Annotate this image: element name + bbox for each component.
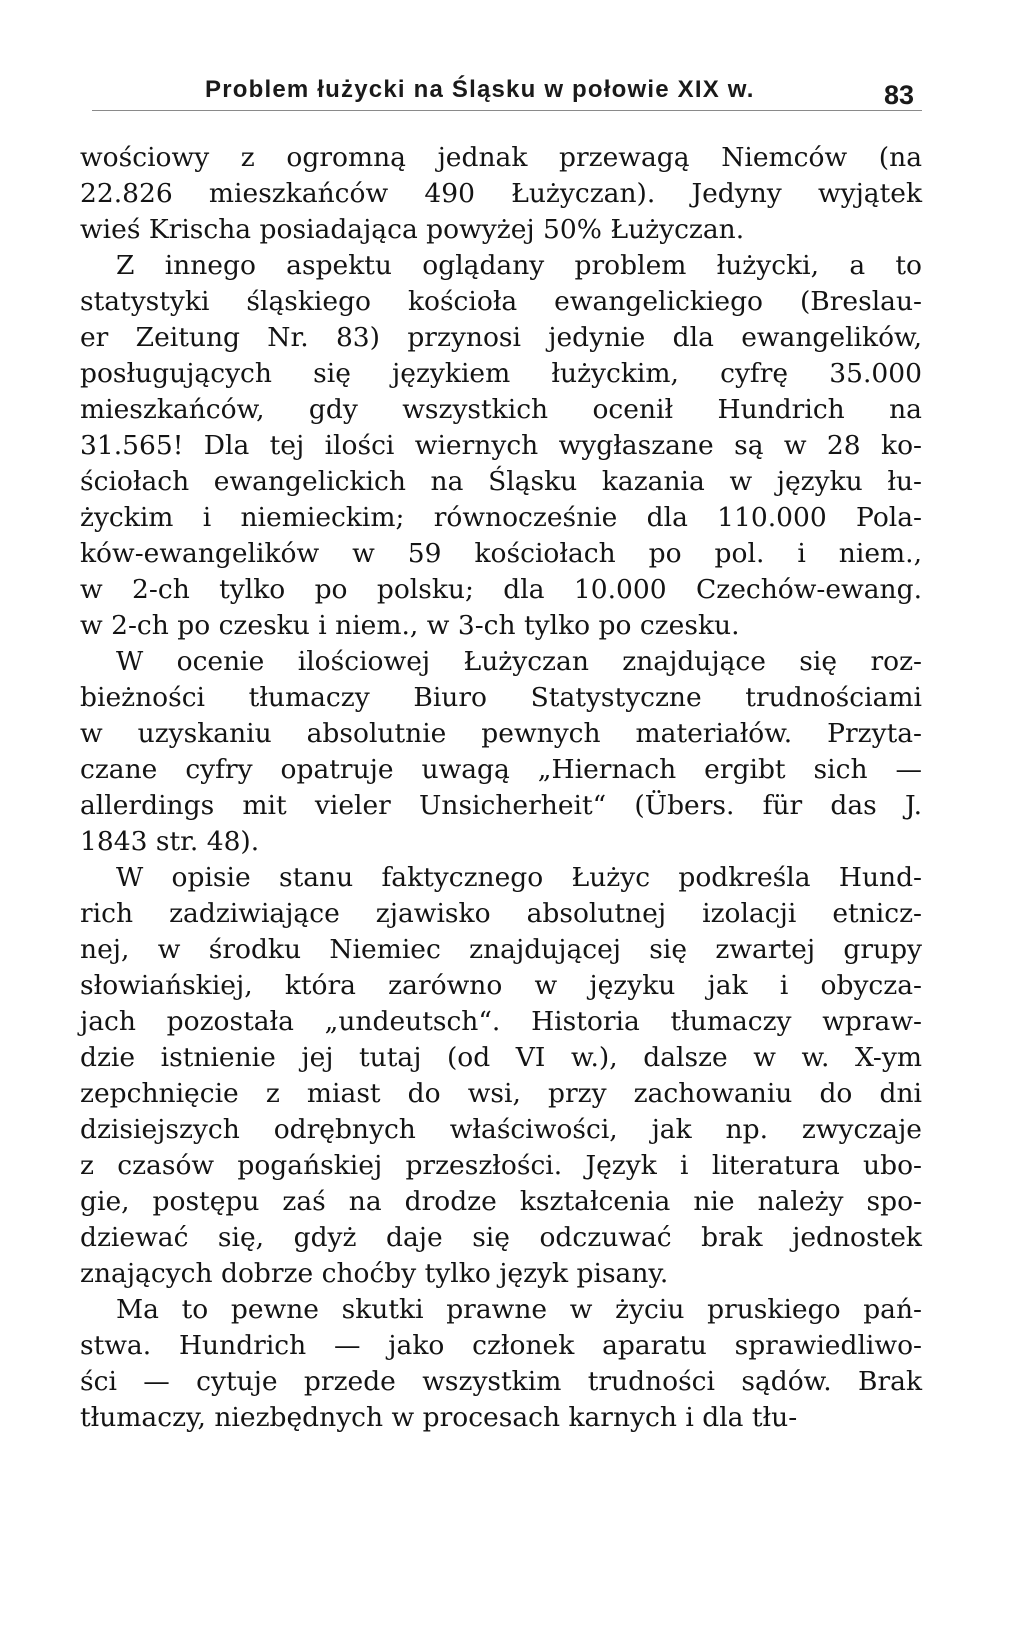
text-line: w 2-ch tylko po polsku; dla 10.000 Czechów-ewang. <box>80 574 922 605</box>
text-line: tłumaczy, niezbędnych w procesach karnych i dla tłu- <box>80 1402 798 1433</box>
text-line: dzie istnienie jej tutaj (od VI w.), dalsze w w. X-ym <box>80 1042 922 1073</box>
text-line: posługujących się językiem łużyckim, cyfrę 35.000 <box>80 358 922 389</box>
running-head: Problem łużycki na Śląsku w połowie XIX w. <box>205 76 755 103</box>
text-line: z czasów pogańskiej przeszłości. Język i literatura ubo- <box>80 1150 922 1181</box>
text-line: allerdings mit vieler Unsicherheit“ (Übers. für das J. <box>80 790 922 821</box>
text-line: 31.565! Dla tej ilości wiernych wygłaszane są w 28 ko- <box>80 430 922 461</box>
text-line: wieś Krischa posiadająca powyżej 50% Łużyczan. <box>80 214 745 245</box>
text-line: W ocenie ilościowej Łużyczan znajdujące się roz- <box>116 646 922 677</box>
text-line: nej, w środku Niemiec znajdującej się zwartej grupy <box>80 934 922 965</box>
text-line: er Zeitung Nr. 83) przynosi jedynie dla ewangelików, <box>80 322 922 353</box>
text-line: 1843 str. 48). <box>80 826 260 857</box>
text-line: statystyki śląskiego kościoła ewangelickiego (Breslau- <box>80 286 922 317</box>
body-text <box>80 140 922 1436</box>
text-line: bieżności tłumaczy Biuro Statystyczne trudnościami <box>80 682 922 713</box>
text-line: gie, postępu zaś na drodze kształcenia nie należy spo- <box>80 1186 922 1217</box>
text-line: w uzyskaniu absolutnie pewnych materiałów. Przyta- <box>80 718 922 749</box>
text-line: wościowy z ogromną jednak przewagą Niemców (na <box>80 142 922 173</box>
text-line: zepchnięcie z miast do wsi, przy zachowaniu do dni <box>80 1078 922 1109</box>
text-line: Ma to pewne skutki prawne w życiu pruskiego pań- <box>116 1294 922 1325</box>
text-line: stwa. Hundrich — jako członek aparatu sprawiedliwo- <box>80 1330 922 1361</box>
text-line: słowiańskiej, która zarówno w języku jak i obycza- <box>80 970 922 1001</box>
text-line: ściołach ewangelickich na Śląsku kazania w języku łu- <box>80 466 922 497</box>
text-line: rich zadziwiające zjawisko absolutnej izolacji etnicz- <box>80 898 922 929</box>
text-line: dziewać się, gdyż daje się odczuwać brak jednostek <box>80 1222 922 1253</box>
text-line: jach pozostała „undeutsch“. Historia tłumaczy wpraw- <box>80 1006 922 1037</box>
text-line: Z innego aspektu oglądany problem łużycki, a to <box>116 250 922 281</box>
text-line: w 2-ch po czesku i niem., w 3-ch tylko po czesku. <box>80 610 740 641</box>
header-rule <box>92 110 922 111</box>
text-line: ści — cytuje przede wszystkim trudności sądów. Brak <box>80 1366 922 1397</box>
text-line: czane cyfry opatruje uwagą „Hiernach ergibt sich — <box>80 754 922 785</box>
text-line: znających dobrze choćby tylko język pisany. <box>80 1258 669 1289</box>
text-line: ków-ewangelików w 59 kościołach po pol. i niem., <box>80 538 922 569</box>
text-line: 22.826 mieszkańców 490 Łużyczan). Jedyny wyjątek <box>80 178 922 209</box>
page-number: 83 <box>884 80 915 110</box>
text-line: życkim i niemieckim; równocześnie dla 110.000 Pola- <box>80 502 922 533</box>
text-line: W opisie stanu faktycznego Łużyc podkreśla Hund- <box>116 862 922 893</box>
text-line: mieszkańców, gdy wszystkich ocenił Hundrich na <box>80 394 922 425</box>
text-line: dzisiejszych odrębnych właściwości, jak np. zwyczaje <box>80 1114 922 1145</box>
